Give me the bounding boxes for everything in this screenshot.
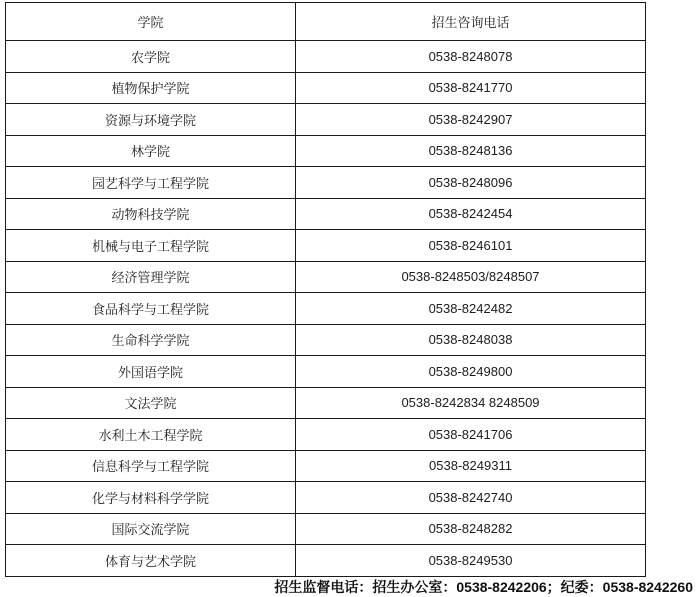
phone-cell: 0538-8248078: [296, 41, 646, 73]
college-column-header: 学院: [6, 3, 296, 41]
table-row: [6, 450, 646, 482]
college-cell: 信息科学与工程学院: [6, 450, 296, 482]
table-row: [6, 72, 646, 104]
table-row: [6, 198, 646, 230]
table-row: [6, 387, 646, 419]
phone-cell: 0538-8246101: [296, 230, 646, 262]
college-cell: 林学院: [6, 135, 296, 167]
college-cell: 经济管理学院: [6, 261, 296, 293]
college-cell: 外国语学院: [6, 356, 296, 388]
table-row: [6, 419, 646, 451]
table-row: [6, 261, 646, 293]
college-cell: 食品科学与工程学院: [6, 293, 296, 325]
college-cell: 动物科技学院: [6, 198, 296, 230]
college-cell: 生命科学学院: [6, 324, 296, 356]
college-cell: 体育与艺术学院: [6, 545, 296, 577]
table-row: [6, 230, 646, 262]
college-cell: 国际交流学院: [6, 513, 296, 545]
phone-cell: 0538-8248038: [296, 324, 646, 356]
supervision-phone-note: 招生监督电话：招生办公室：0538-8242206；纪委：0538-8242260: [274, 579, 693, 595]
phone-cell: 0538-8249311: [296, 450, 646, 482]
table-row: [6, 482, 646, 514]
phone-cell: 0538-8241770: [296, 72, 646, 104]
phone-cell: 0538-8242907: [296, 104, 646, 136]
table-row: [6, 41, 646, 73]
phone-cell: 0538-8249530: [296, 545, 646, 577]
phone-cell: 0538-8249800: [296, 356, 646, 388]
phone-cell: 0538-8242740: [296, 482, 646, 514]
phone-column-header: 招生咨询电话: [296, 3, 646, 41]
table-row: [6, 167, 646, 199]
phone-cell: 0538-8242482: [296, 293, 646, 325]
college-cell: 园艺科学与工程学院: [6, 167, 296, 199]
college-cell: 水利土木工程学院: [6, 419, 296, 451]
table-header-row: [6, 3, 646, 41]
college-cell: 化学与材料科学学院: [6, 482, 296, 514]
college-phone-table: [5, 2, 646, 577]
phone-cell: 0538-8248096: [296, 167, 646, 199]
college-cell: 农学院: [6, 41, 296, 73]
table-row: [6, 513, 646, 545]
phone-cell: 0538-8242834 8248509: [296, 387, 646, 419]
phone-cell: 0538-8248503/8248507: [296, 261, 646, 293]
phone-cell: 0538-8241706: [296, 419, 646, 451]
table-row: [6, 293, 646, 325]
table-row: [6, 104, 646, 136]
college-cell: 机械与电子工程学院: [6, 230, 296, 262]
table-body: [6, 41, 646, 577]
table-row: [6, 545, 646, 577]
college-cell: 文法学院: [6, 387, 296, 419]
phone-cell: 0538-8248136: [296, 135, 646, 167]
table-row: [6, 324, 646, 356]
table-row: [6, 356, 646, 388]
phone-cell: 0538-8248282: [296, 513, 646, 545]
table-row: [6, 135, 646, 167]
college-cell: 植物保护学院: [6, 72, 296, 104]
phone-cell: 0538-8242454: [296, 198, 646, 230]
college-cell: 资源与环境学院: [6, 104, 296, 136]
